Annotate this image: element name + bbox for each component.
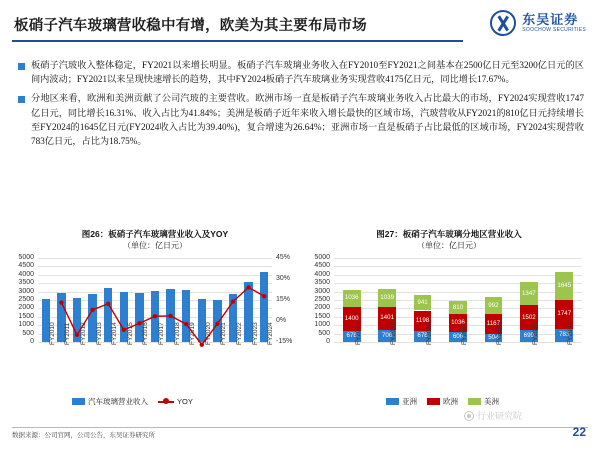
x-axis-tick-label: FY2019	[189, 322, 197, 345]
page-title: 板硝子汽车玻璃营收稳中有增，欧美为其主要布局市场	[14, 18, 367, 34]
y-axis-tick-label: 4500	[314, 262, 330, 270]
y-axis-tick-label: 4000	[314, 270, 330, 278]
chart-title: 图26：板硝子汽车玻璃营业收入及YOY	[81, 229, 229, 239]
gridline	[38, 275, 272, 276]
legend-label: 美洲	[484, 397, 499, 406]
bullet-text: 板硝子汽玻收入整体稳定，FY2021以来增长明显。板硝子汽车玻璃业务收入在FY2010至FY2021之间基本在2500亿日元至3200亿日元的区间内波动；FY2021以来呈现快速增长的趋势，其中FY2024板硝子汽车玻璃业务实现营收4175亿日元，同比增长17.67%。	[31, 60, 584, 85]
y-axis-tick-label: 1000	[18, 321, 34, 329]
logo-mark-icon	[490, 10, 516, 36]
list-item	[18, 91, 584, 148]
legend-swatch	[72, 398, 85, 405]
watermark	[464, 409, 522, 422]
bar-segment	[343, 290, 361, 307]
legend-swatch	[427, 398, 440, 405]
x-axis-tick-label: FY2021	[220, 322, 228, 345]
legend-item	[158, 397, 193, 406]
bar-value-label: 1400	[344, 314, 359, 322]
gridline	[334, 342, 582, 343]
legend-swatch	[468, 398, 481, 405]
y-axis-tick-label: 3500	[18, 279, 34, 287]
bar-value-label: 678	[417, 332, 428, 340]
x-axis-tick-label: FY2017	[158, 322, 165, 345]
x-axis-tick-label: FY2023	[251, 322, 259, 345]
y-axis-tick-label: 500	[318, 329, 330, 337]
chart-legend	[386, 396, 499, 407]
x-axis-tick-label: FY2019	[390, 322, 398, 345]
bar-value-label: 783	[559, 331, 570, 339]
y2-axis-tick-label: 15%	[276, 296, 291, 303]
bar-segment	[520, 282, 538, 305]
legend-label: 欧洲	[443, 397, 458, 406]
chart-plot-area	[12, 254, 298, 382]
legend-label: YOY	[177, 397, 193, 406]
bar-value-label: 941	[417, 298, 428, 306]
bar-value-label: 810	[452, 303, 464, 311]
bar-value-label: 1036	[344, 294, 359, 302]
bar-value-label: 706	[381, 332, 393, 340]
footer-divider	[12, 427, 588, 428]
y-axis-tick-label: 1000	[314, 321, 330, 329]
x-axis-tick-label: FY2024	[567, 322, 575, 345]
legend-item	[427, 396, 458, 407]
bar-segment	[485, 297, 503, 314]
y-axis-tick-label: 0	[30, 338, 34, 345]
page-header	[0, 0, 600, 52]
x-axis-tick-label: FY2015	[126, 322, 134, 345]
y-axis-tick-label: 0	[326, 338, 330, 345]
logo-english-name: SOOCHOW SECURITIES	[522, 26, 586, 33]
y-axis-tick-label: 1500	[18, 312, 34, 320]
logo-chinese-name: 东吴证券	[522, 12, 579, 28]
x-axis-tick-label: FY2010	[48, 322, 56, 345]
bar-value-label: 1036	[451, 319, 465, 327]
chart-subtitle: （单位：亿日元）	[123, 241, 187, 250]
bullet-list	[18, 58, 584, 153]
x-axis-tick-label: FY2021	[461, 322, 468, 345]
company-logo	[490, 10, 586, 36]
y-axis-tick-label: 2500	[18, 296, 34, 303]
x-axis-tick-label: FY2023	[531, 322, 539, 345]
bar-segment	[414, 295, 432, 311]
x-axis-tick-label: FY2014	[111, 322, 119, 345]
gridline	[38, 258, 272, 259]
x-axis-tick-label: FY2020	[204, 322, 212, 345]
x-axis-tick-label: FY2013	[95, 322, 103, 345]
y2-axis-tick-label: 0%	[276, 317, 287, 324]
bullet-square-icon	[18, 96, 25, 103]
x-axis-tick-label: FY2022	[236, 322, 243, 345]
chart-panel-fig27	[308, 228, 590, 408]
gridline	[38, 266, 272, 267]
gridline	[38, 283, 272, 284]
y-axis-tick-label: 5000	[18, 254, 34, 261]
legend-line	[158, 401, 174, 403]
y-axis-tick-label: 3000	[18, 287, 34, 295]
bar-value-label: 1198	[415, 316, 430, 324]
title-underline	[12, 40, 463, 42]
bar-value-label: 699	[523, 332, 535, 340]
watermark-label: 行业研究院	[476, 411, 522, 421]
y-axis-tick-label: 500	[22, 329, 34, 337]
y-axis-tick-label: 4500	[18, 262, 34, 270]
bar-segment	[555, 272, 573, 300]
bar-value-label: 1401	[380, 314, 395, 322]
x-axis-tick-label: FY2016	[142, 322, 150, 345]
bar-value-label: 1645	[557, 281, 572, 289]
chart-title: 图27：板硝子汽车玻璃分地区营业收入	[376, 229, 522, 239]
bar-value-label: 678	[346, 332, 357, 340]
x-axis-tick-label: FY2012	[80, 322, 87, 345]
bar-value-label: 1039	[380, 293, 395, 301]
bar-value-label: 1167	[486, 319, 501, 327]
x-axis-tick-label: FY2011	[64, 322, 72, 345]
bar-value-label: 1347	[521, 289, 536, 297]
bullet-text: 分地区来看，欧洲和美洲贡献了公司汽玻的主要营收。欧洲市场一直是板硝子汽车玻璃业务收入占比最大的市场，FY2024实现营收1747亿日元，同比增长16.31%、收入占比为41.84%；美洲是板硝子近年来收入增长最快的区域市场，汽玻营收从FY2021的810亿日元持续增长至FY2024的1645亿日元(FY2024收入占比为39.40%)，复合增速为26.64%；亚洲市场一直是板硝子占比最低的区域市场，FY2024实现营收783亿日元，占比为18.75%。	[31, 93, 584, 147]
legend-swatch	[386, 398, 399, 405]
y2-axis-tick-label: -15%	[276, 338, 293, 345]
bar-value-label: 1747	[557, 310, 572, 318]
chart-panel-fig26	[12, 228, 298, 408]
page-number: 22	[572, 425, 586, 439]
chart-legend	[72, 396, 193, 407]
x-axis-tick-label: FY2024	[267, 322, 275, 345]
y-axis-tick-label: 4000	[18, 270, 34, 278]
bar-value-label: 606	[452, 332, 464, 340]
bar-value-label: 1502	[521, 313, 536, 321]
bar-value-label: 992	[488, 301, 499, 309]
footer-source: 数据来源：公司官网，公司公告，东吴证券研究所	[12, 432, 155, 439]
legend-label: 亚洲	[402, 397, 417, 406]
bar-value-label: 504	[488, 333, 499, 341]
y-axis-tick-label: 1500	[314, 312, 330, 320]
y-axis-tick-label: 3500	[314, 279, 330, 287]
legend-item	[468, 396, 499, 407]
legend-label: 汽车玻璃营业收入	[88, 397, 148, 406]
x-axis-tick-label: FY2020	[425, 322, 433, 345]
bullet-square-icon	[18, 63, 25, 70]
legend-item	[72, 396, 148, 407]
y-axis-tick-label: 2000	[18, 304, 34, 312]
y-axis-tick-label: 3000	[314, 287, 330, 295]
y-axis-tick-label: 5000	[314, 254, 330, 261]
x-axis-tick-label: FY2022	[496, 322, 504, 345]
x-axis-tick-label: FY2018	[173, 322, 181, 345]
legend-item	[386, 396, 417, 407]
y-axis-tick-label: 2500	[314, 296, 330, 303]
x-axis-tick-label: FY2018	[354, 322, 362, 345]
y2-axis-tick-label: 45%	[276, 254, 291, 261]
watermark-icon	[464, 411, 474, 421]
y-axis-tick-label: 2000	[314, 304, 330, 312]
bar-segment	[378, 289, 396, 306]
list-item	[18, 58, 584, 86]
bar-segment	[449, 301, 467, 315]
chart-plot-area	[308, 254, 590, 382]
y2-axis-tick-label: 30%	[276, 275, 291, 282]
chart-subtitle: （单位：亿日元）	[417, 241, 481, 250]
